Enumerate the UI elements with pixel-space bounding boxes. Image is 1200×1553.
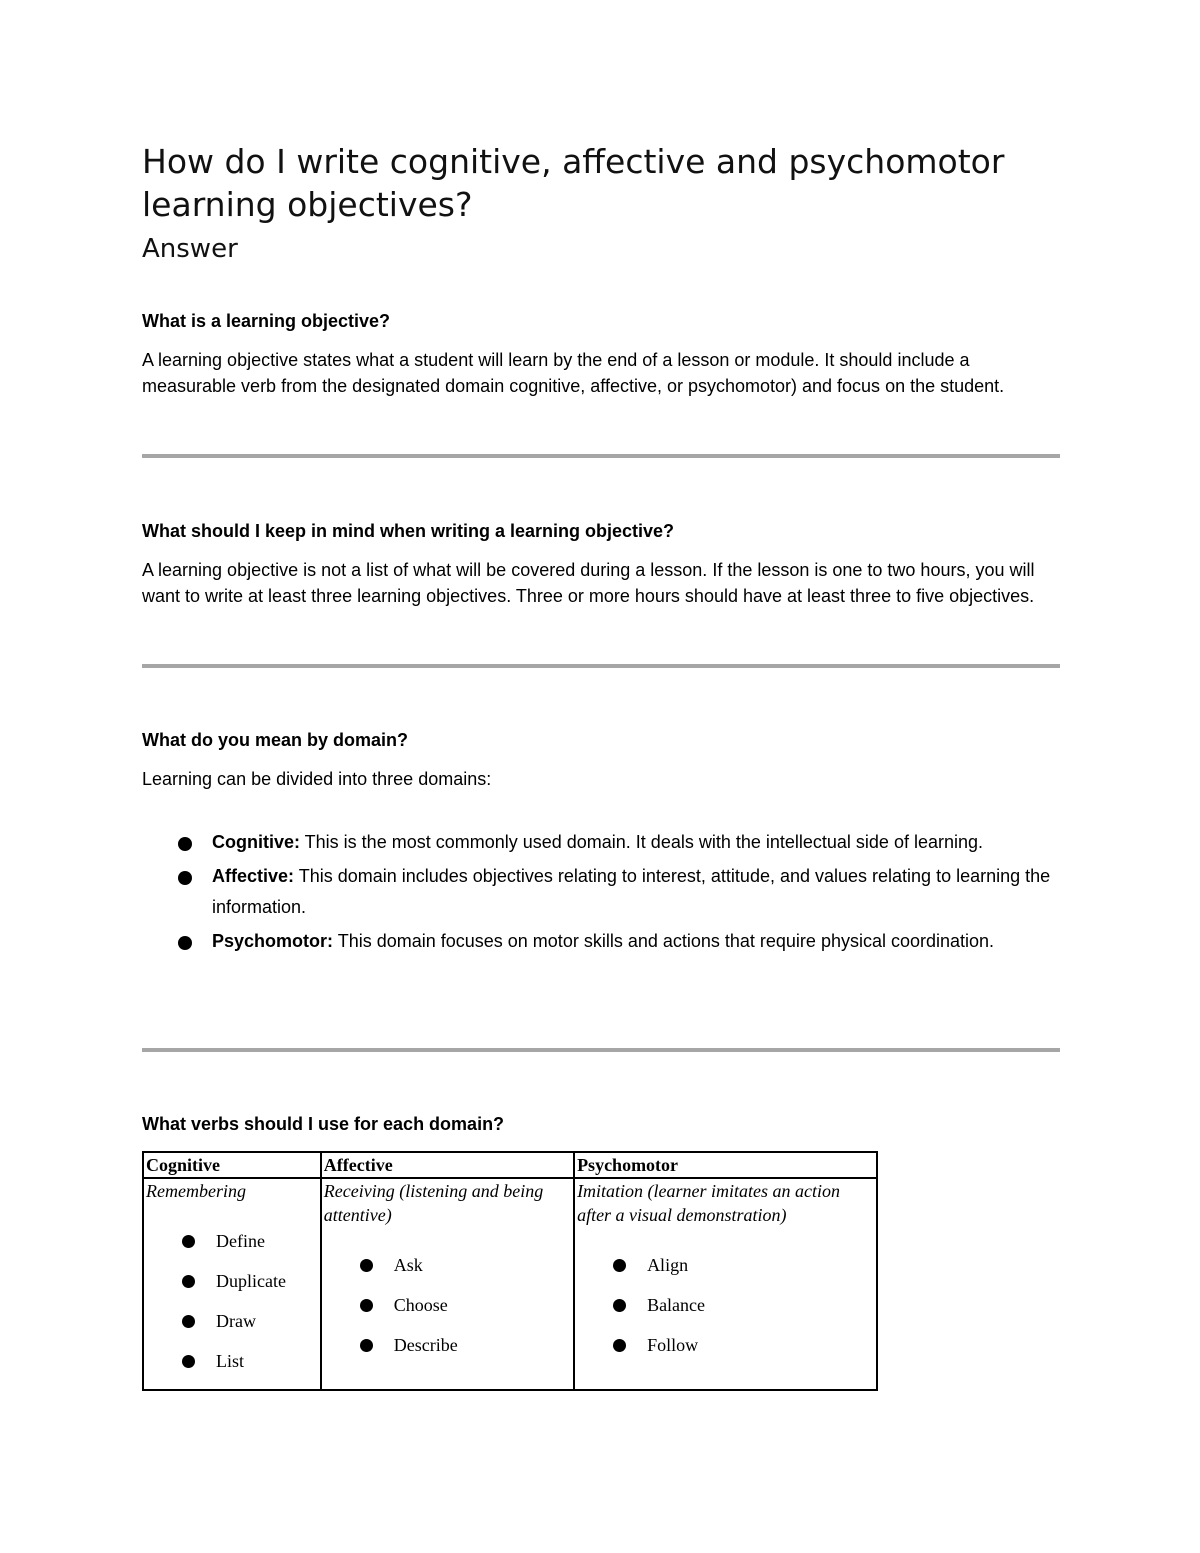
bullet-icon bbox=[613, 1259, 626, 1272]
section-paragraph: A learning objective is not a list of what will be covered during a lesson. If the lesson is one to two hours, you will want to write at least three learning objectives. Three or more hours should have at least three to five objectives. bbox=[142, 560, 1035, 606]
table-header-row bbox=[143, 1152, 877, 1178]
verb-label: Balance bbox=[647, 1295, 706, 1315]
category-label: Remembering bbox=[146, 1181, 246, 1201]
domain-description: This is the most commonly used domain. It deals with the intellectual side of learning. bbox=[300, 832, 984, 852]
verb-item bbox=[146, 1221, 318, 1261]
verbs-table bbox=[142, 1151, 878, 1391]
section-divider bbox=[142, 454, 1060, 458]
domain-term: Affective: bbox=[212, 866, 295, 886]
verb-list bbox=[577, 1245, 874, 1365]
bullet-icon bbox=[182, 1275, 195, 1288]
table-row bbox=[143, 1178, 877, 1390]
section-keep-in-mind bbox=[142, 518, 1060, 609]
verb-label: Describe bbox=[393, 1335, 458, 1355]
verb-item bbox=[324, 1325, 571, 1365]
section-question: What do you mean by domain? bbox=[142, 730, 409, 750]
column-header: Psychomotor bbox=[574, 1152, 877, 1178]
section-question: What verbs should I use for each domain? bbox=[142, 1114, 505, 1134]
verb-list bbox=[324, 1245, 571, 1365]
column-header: Affective bbox=[321, 1152, 574, 1178]
bullet-icon bbox=[360, 1259, 373, 1272]
bullet-icon bbox=[182, 1235, 195, 1248]
section-learning-objective bbox=[142, 308, 1060, 399]
verb-item bbox=[577, 1245, 874, 1285]
verb-label: Draw bbox=[216, 1311, 256, 1331]
verb-label: Duplicate bbox=[216, 1271, 286, 1291]
bullet-icon bbox=[613, 1299, 626, 1312]
bullet-icon bbox=[360, 1299, 373, 1312]
column-header: Cognitive bbox=[143, 1152, 321, 1178]
section-question: What should I keep in mind when writing a learning objective? bbox=[142, 521, 675, 541]
verb-item bbox=[577, 1325, 874, 1365]
bullet-icon bbox=[360, 1339, 373, 1352]
verb-item bbox=[324, 1245, 571, 1285]
bullet-icon bbox=[613, 1339, 626, 1352]
section-domain bbox=[142, 727, 1060, 960]
domain-description: This domain includes objectives relating to interest, attitude, and values relating to learning the information. bbox=[212, 866, 1051, 917]
verb-item bbox=[324, 1285, 571, 1325]
page-subtitle: Answer bbox=[142, 234, 238, 264]
verb-item bbox=[146, 1341, 318, 1381]
list-item bbox=[142, 861, 1060, 923]
verb-item bbox=[577, 1285, 874, 1325]
section-divider bbox=[142, 664, 1060, 668]
table-cell bbox=[574, 1178, 877, 1390]
bullet-icon bbox=[178, 837, 192, 851]
verb-label: Choose bbox=[393, 1295, 448, 1315]
verb-label: Ask bbox=[393, 1255, 423, 1275]
table-cell bbox=[143, 1178, 321, 1390]
table-cell bbox=[321, 1178, 574, 1390]
domain-term: Psychomotor: bbox=[212, 931, 334, 951]
document-page bbox=[142, 140, 1060, 1371]
section-verbs bbox=[142, 1111, 1060, 1137]
list-item bbox=[142, 926, 1060, 957]
category-label: Imitation (learner imitates an action after a visual demonstration) bbox=[577, 1181, 841, 1225]
page-title: How do I write cognitive, affective and psychomotor learning objectives? bbox=[142, 142, 1005, 224]
section-paragraph: Learning can be divided into three domains: bbox=[142, 769, 492, 789]
bullet-icon bbox=[178, 936, 192, 950]
domain-description: This domain focuses on motor skills and actions that require physical coordination. bbox=[333, 931, 995, 951]
verb-label: Align bbox=[647, 1255, 689, 1275]
section-paragraph: A learning objective states what a student will learn by the end of a lesson or module. It should include a measurable verb from the designated domain cognitive, affective, or psychomotor) and focus on the student. bbox=[142, 350, 1005, 396]
verb-label: List bbox=[216, 1351, 245, 1371]
domain-list bbox=[142, 827, 1060, 957]
bullet-icon bbox=[178, 871, 192, 885]
section-question: What is a learning objective? bbox=[142, 311, 391, 331]
verb-label: Follow bbox=[647, 1335, 699, 1355]
section-divider bbox=[142, 1048, 1060, 1052]
list-item bbox=[142, 827, 1060, 858]
verb-item bbox=[146, 1301, 318, 1341]
domain-term: Cognitive: bbox=[212, 832, 300, 852]
verb-label: Define bbox=[216, 1231, 265, 1251]
verb-item bbox=[146, 1261, 318, 1301]
bullet-icon bbox=[182, 1355, 195, 1368]
category-label: Receiving (listening and being attentive) bbox=[323, 1181, 544, 1225]
verb-list bbox=[146, 1221, 318, 1381]
bullet-icon bbox=[182, 1315, 195, 1328]
